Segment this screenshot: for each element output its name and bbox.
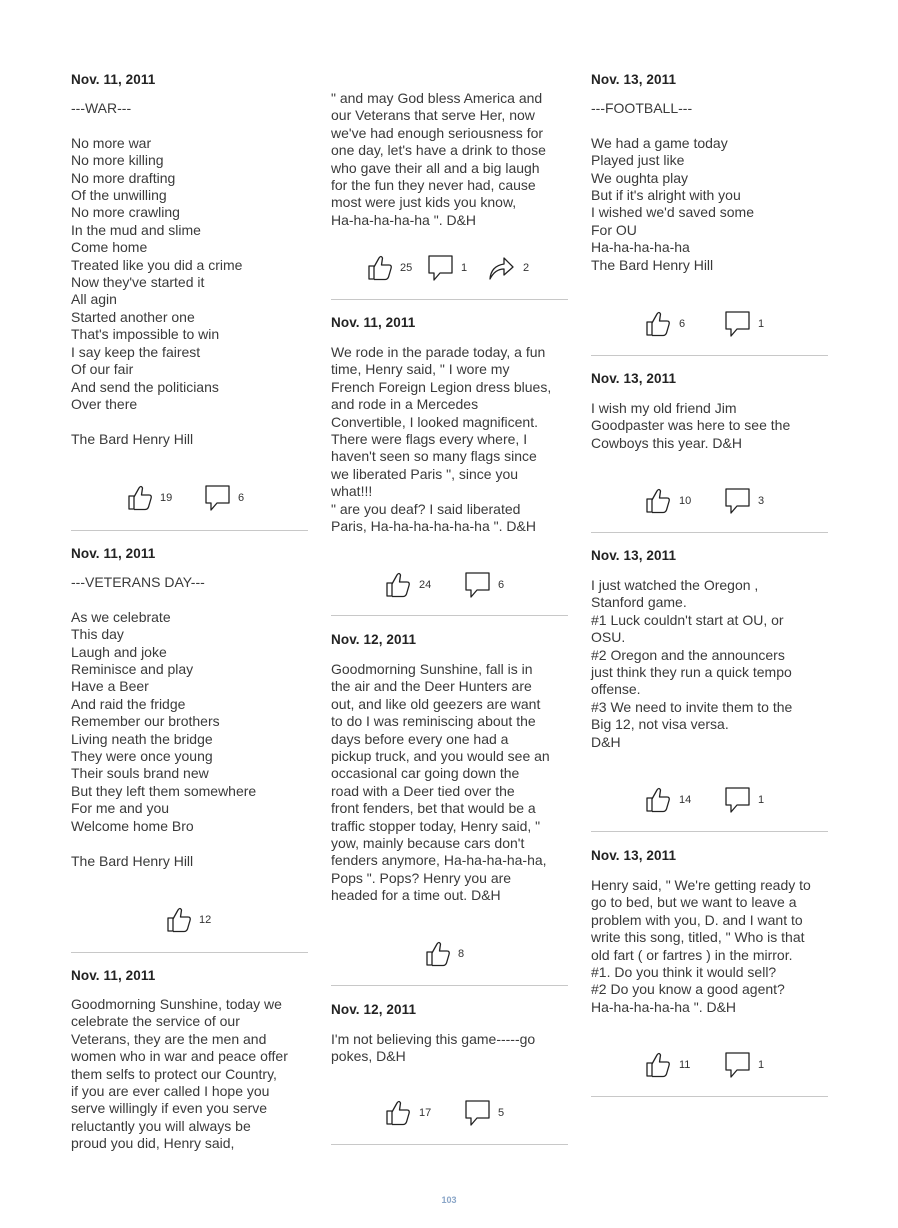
thumbs-up-icon — [385, 1099, 411, 1127]
post-stats — [71, 906, 308, 936]
post-stats — [71, 484, 308, 514]
comment-count: 1 — [758, 794, 765, 806]
post-text: I wish my old friend Jim Goodpaster was here to see the Cowboys this year. D&H — [591, 400, 791, 451]
post-text: ---WAR--- No more war No more killing No more drafting Of the unwilling No more crawling In the mud and slime Come home Treated like you did a crime Now they've started it All agin Started another one That's impossible to win I say keep the fairest Of our fair And send the politicians Over there The Bard Henry Hill — [71, 100, 243, 447]
comment-icon — [724, 1051, 752, 1079]
post-divider — [331, 985, 568, 986]
post-date: Nov. 13, 2011 — [591, 371, 677, 386]
post-text: Goodmorning Sunshine, fall is in the air and the Deer Hunters are out, and like old geezers are want to do I was reminiscing about the days before every one had a pickup truck, and you would see an occasional car going down the road with a Deer tied over the front fenders, bet that would be a traffic stopper today, Henry said, " yow, mainly because cars don't fenders anymore, Ha-ha-ha-ha-ha, Pops ". Pops? Henry you are headed for a time out. D&H — [331, 661, 550, 904]
post-date: Nov. 13, 2011 — [591, 72, 677, 87]
post-date: Nov. 11, 2011 — [331, 315, 416, 330]
post-text: I just watched the Oregon , Stanford game. #1 Luck couldn't start at OU, or OSU. #2 Oregon and the announcers just think they run a quick tempo offense. #3 We need to invite them to the Big 12, not visa versa. D&H — [591, 577, 793, 750]
post-stats — [331, 940, 568, 970]
post-date: Nov. 11, 2011 — [71, 546, 156, 561]
comment-count: 1 — [461, 262, 468, 274]
comment-count: 1 — [758, 318, 765, 330]
comment-count: 1 — [758, 1059, 765, 1071]
post-divider — [591, 831, 828, 832]
comment-count: 6 — [238, 492, 245, 504]
like-count: 17 — [419, 1107, 432, 1119]
post-text: ---VETERANS DAY--- As we celebrate This day Laugh and joke Reminisce and play Have a Beer And raid the fridge Remember our brothers Living neath the bridge They were once young Their souls brand new But they left them somewhere For me and you Welcome home Bro The Bard Henry Hill — [71, 574, 257, 869]
post-date: Nov. 11, 2011 — [71, 968, 156, 983]
like-count: 11 — [679, 1059, 691, 1071]
like-count: 6 — [679, 318, 686, 330]
comment-icon — [464, 1099, 492, 1127]
post-divider — [591, 532, 828, 533]
post-stats — [591, 487, 828, 517]
post-stats — [331, 571, 568, 601]
post-divider — [331, 299, 568, 300]
comment-icon — [427, 254, 455, 282]
comment-icon — [204, 484, 232, 512]
thumbs-up-icon — [645, 487, 671, 515]
like-count: 14 — [679, 794, 692, 806]
post-date: Nov. 13, 2011 — [591, 848, 677, 863]
comment-count: 6 — [498, 579, 505, 591]
post-stats — [331, 1099, 568, 1129]
share-icon — [487, 254, 515, 282]
comment-icon — [724, 786, 752, 814]
thumbs-up-icon — [127, 484, 153, 512]
post-divider — [331, 615, 568, 616]
post-divider — [331, 1144, 568, 1145]
share-count: 2 — [523, 262, 530, 274]
thumbs-up-icon — [166, 906, 192, 934]
thumbs-up-icon — [425, 940, 451, 968]
post-divider — [591, 355, 828, 356]
comment-icon — [464, 571, 492, 599]
like-count: 10 — [679, 495, 692, 507]
thumbs-up-icon — [645, 1051, 671, 1079]
comment-count: 5 — [498, 1107, 505, 1119]
post-divider — [591, 1096, 828, 1097]
like-count: 24 — [419, 579, 432, 591]
like-count: 25 — [400, 262, 413, 274]
comment-icon — [724, 310, 752, 338]
post-stats — [331, 254, 568, 284]
post-text: Goodmorning Sunshine, today we celebrate the service of our Veterans, they are the men and women who in war and peace offer them selfs to protect our Country, if you are ever called I hope you serve willingly if even you serve reluctantly you will always be proud you did, Henry said, — [71, 996, 288, 1152]
like-count: 8 — [458, 948, 465, 960]
page-number: 103 — [441, 1195, 457, 1205]
post-divider — [71, 530, 308, 531]
like-count: 12 — [199, 914, 212, 926]
post-divider — [71, 952, 308, 953]
thumbs-up-icon — [367, 254, 393, 282]
post-stats — [591, 786, 828, 816]
thumbs-up-icon — [645, 786, 671, 814]
post-text: I'm not believing this game-----go pokes, D&H — [331, 1031, 536, 1065]
post-date: Nov. 12, 2011 — [331, 1002, 417, 1017]
thumbs-up-icon — [385, 571, 411, 599]
post-date: Nov. 13, 2011 — [591, 548, 677, 563]
post-date: Nov. 11, 2011 — [71, 72, 156, 87]
like-count: 19 — [160, 492, 173, 504]
post-stats — [591, 310, 828, 340]
post-date: Nov. 12, 2011 — [331, 632, 417, 647]
post-text: ---FOOTBALL--- We had a game today Played just like We oughta play But if it's alright with you I wished we'd saved some For OU Ha-ha-ha-ha-ha The Bard Henry Hill — [591, 100, 754, 273]
post-text: We rode in the parade today, a fun time, Henry said, " I wore my French Foreign Legion dress blues, and rode in a Mercedes Convertible, I looked magnificent. There were flags every where, I haven't seen so many flags since we liberated Paris ", since you what!!! " are you deaf? I said liberated Paris, Ha-ha-ha-ha-ha-ha ". D&H — [331, 344, 552, 535]
post-stats — [591, 1051, 828, 1081]
thumbs-up-icon — [645, 310, 671, 338]
comment-count: 3 — [758, 495, 765, 507]
comment-icon — [724, 487, 752, 515]
post-text: " and may God bless America and our Veterans that serve Her, now we've had enough seriousness for one day, let's have a drink to those who gave their all and a big laugh for the fun they never had, cause most were just kids you know, Ha-ha-ha-ha-ha ". D&H — [331, 90, 546, 228]
post-text: Henry said, " We're getting ready to go to bed, but we want to leave a problem with you, D. and I want to write this song, titled, " Who is that old fart ( or fartres ) in the mirror. #1. Do you think it would sell? #2 Do you know a good agent? Ha-ha-ha-ha-ha ". D&H — [591, 877, 811, 1015]
